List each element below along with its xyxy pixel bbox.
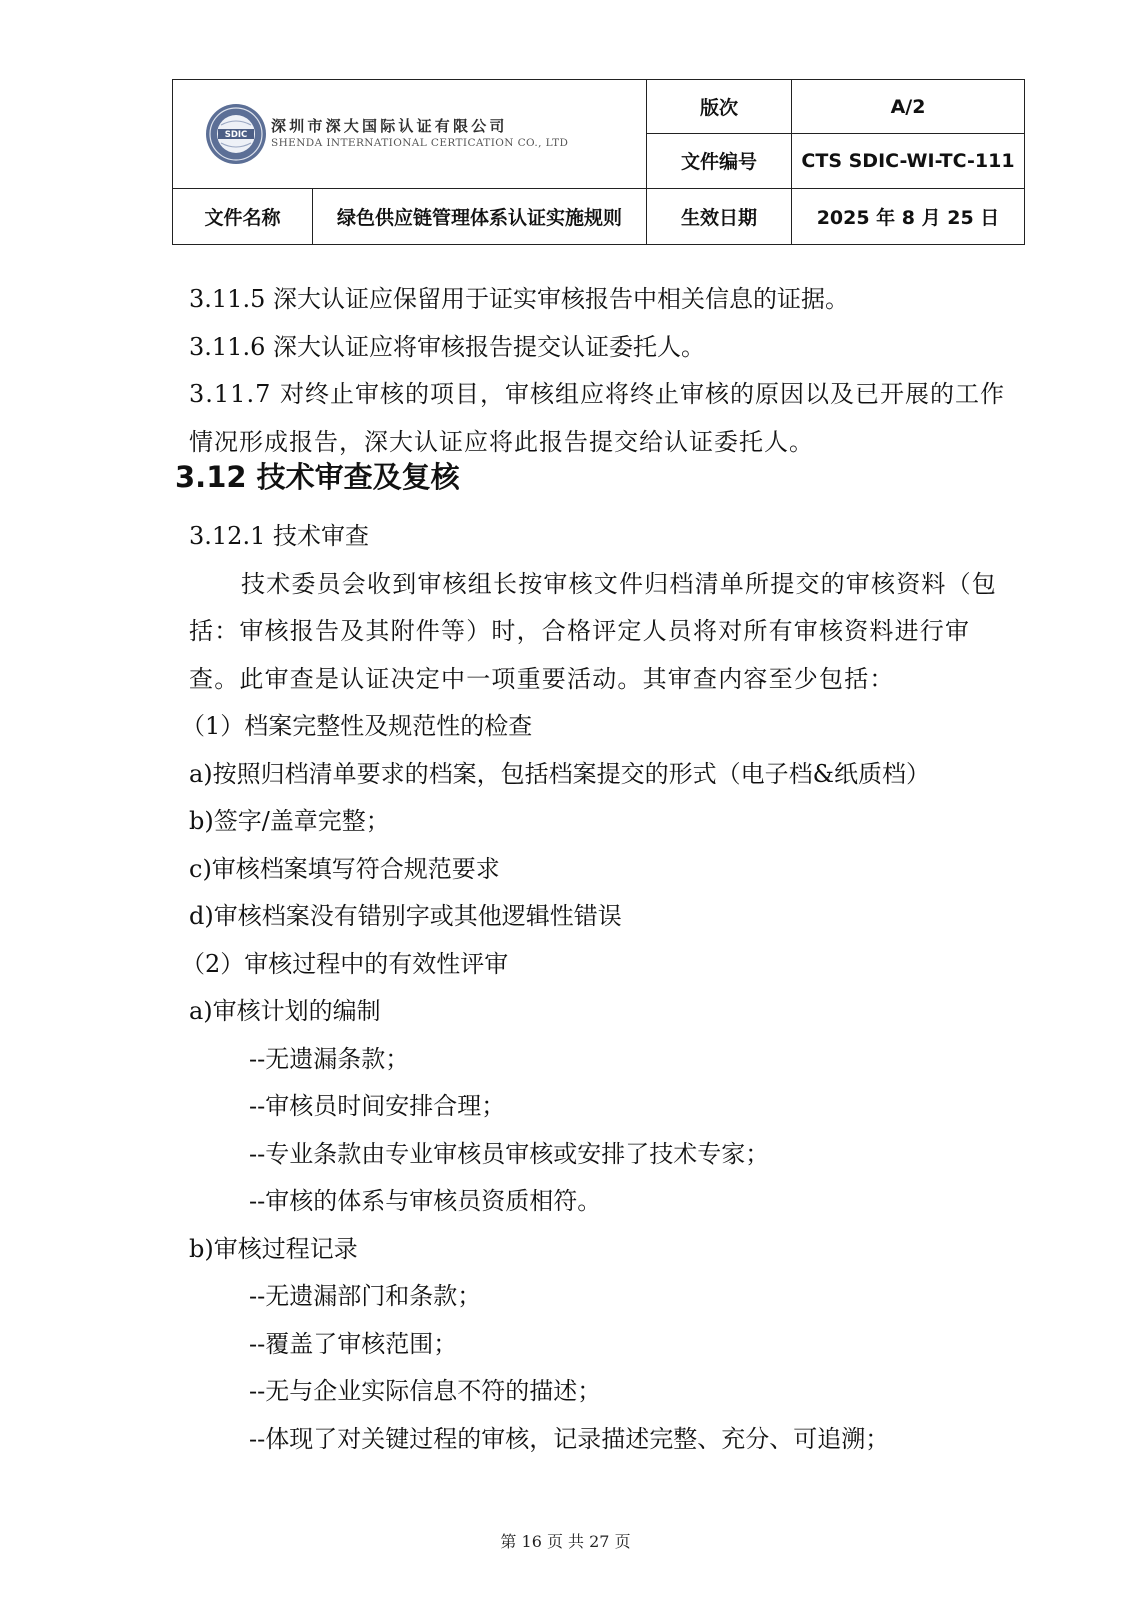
svg-text:SDIC: SDIC (224, 129, 248, 140)
item-2-a: a)审核计划的编制 (189, 997, 381, 1025)
item-2-a-point: --无遗漏条款； (249, 1044, 410, 1073)
document-body (189, 276, 1019, 466)
section-item-2: （2）审核过程中的有效性评审 (181, 949, 509, 978)
clause-3-11-7: 3.11.7 对终止审核的项目，审核组应将终止审核的原因以及已开展的工作情况形成报告，深大认证应将此报告提交给认证委托人。 (189, 380, 1005, 456)
item-1-b: b)签字/盖章完整； (189, 807, 390, 835)
item-2-a-point: --审核的体系与审核员资质相符。 (249, 1187, 602, 1215)
doc-name-value: 绿色供应链管理体系认证实施规则 (313, 188, 647, 244)
document-body-3-12 (181, 513, 1019, 1463)
page-number-footer: 第 16 页 共 27 页 (500, 1532, 631, 1551)
doc-name-label: 文件名称 (173, 188, 313, 244)
section-heading-3-12: 3.12 技术审查及复核 (175, 460, 460, 494)
version-label: 版次 (647, 80, 792, 134)
item-2-b: b)审核过程记录 (189, 1234, 358, 1263)
subsection-heading-3-12-1: 3.12.1 技术审查 (189, 522, 369, 550)
clause-3-11-6: 3.11.6 深大认证应将审核报告提交认证委托人。 (189, 332, 705, 361)
version-value: A/2 (792, 80, 1025, 134)
item-2-b-point: --体现了对关键过程的审核，记录描述完整、充分、可追溯； (249, 1424, 890, 1453)
item-1-d: d)审核档案没有错别字或其他逻辑性错误 (189, 902, 622, 930)
company-seal-icon (205, 103, 267, 165)
doc-number-label: 文件编号 (647, 134, 792, 188)
item-2-a-point: --专业条款由专业审核员审核或安排了技术专家； (249, 1139, 770, 1168)
item-2-b-point: --无遗漏部门和条款； (249, 1282, 482, 1310)
document-header-table (172, 79, 1025, 245)
doc-number-value: CTS SDIC-WI-TC-111 (792, 134, 1025, 188)
item-2-b-point: --覆盖了审核范围； (249, 1329, 458, 1358)
clause-3-11-5: 3.11.5 深大认证应保留用于证实审核报告中相关信息的证据。 (189, 285, 849, 313)
effective-date-label: 生效日期 (647, 188, 792, 244)
company-name-cn: 深圳市深大国际认证有限公司 (271, 117, 508, 136)
effective-date-value: 2025 年 8 月 25 日 (792, 188, 1025, 244)
item-1-c: c)审核档案填写符合规范要求 (189, 854, 500, 883)
item-1-a: a)按照归档清单要求的档案，包括档案提交的形式（电子档&纸质档） (189, 759, 931, 788)
company-name-en: SHENDA INTERNATIONAL CERTICATION CO., LTD (271, 136, 569, 149)
section-item-1: （1）档案完整性及规范性的检查 (181, 712, 533, 740)
company-logo-cell (173, 80, 647, 189)
item-2-b-point: --无与企业实际信息不符的描述； (249, 1377, 602, 1405)
item-2-a-point: --审核员时间安排合理； (249, 1092, 506, 1120)
technical-review-intro: 技术委员会收到审核组长按审核文件归档清单所提交的审核资料（包括：审核报告及其附件等）时，合格评定人员将对所有审核资料进行审查。此审查是认证决定中一项重要活动。其审查内容至少包括： (189, 569, 997, 693)
